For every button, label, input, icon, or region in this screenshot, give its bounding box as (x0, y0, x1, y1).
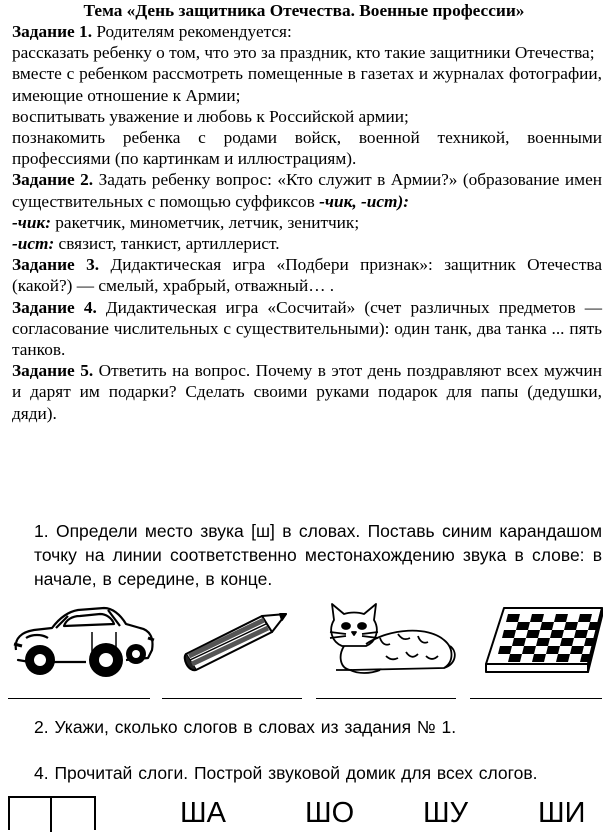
task-5: Задание 5. Ответить на вопрос. Почему в этот день поздравляют всех мужчин и дарят им подарки? Сделать своими руками подарок для папы (дедушки, дяди). (12, 361, 602, 423)
suffixes: -чик, -ист): (319, 191, 409, 211)
syllable: ШУ (423, 797, 469, 829)
cat-icon (310, 598, 460, 680)
task-1-intro: Задание 1. Родителям рекомендуется: (12, 22, 292, 41)
task-3: Задание 3. Дидактическая игра «Подбери признак»: защитник Отечества (какой?) — смелый, храбрый, отважный… . (12, 255, 602, 296)
task-5-label: Задание 5. (12, 361, 94, 381)
syllable: ШИ (538, 797, 586, 829)
syllable: ШО (305, 797, 355, 829)
task-2-ist: -ист: связист, танкист, артиллерист. (12, 234, 280, 254)
pencil-icon (180, 598, 292, 680)
task-2: Задание 2. Задать ребенку вопрос: «Кто служит в Армии?» (образование имен существительных с помощью суффиксов -чик, -ист): (12, 170, 602, 211)
task-4-label: Задание 4. (12, 297, 97, 317)
task-1-item: вместе с ребенком рассмотреть помещенные в газетах и журналах фотографии, имеющие отношение к Армии; (12, 64, 602, 105)
tasks-section (12, 21, 602, 424)
exercise-2: 2. Укажи, сколько слогов в словах из задания № 1. (34, 717, 457, 737)
answer-line[interactable] (162, 698, 302, 699)
task-4: Задание 4. Дидактическая игра «Сосчитай» (счет различных предметов — согласование числительных с существительными): один танк, два танка ... пять танков. (12, 297, 602, 360)
syllable: ША (180, 797, 226, 829)
exercise-1: 1. Определи место звука [ш] в словах. Поставь синим карандашом точку на линии соответственно местонахождению звука в слове: в начале, в середине, в конце. (34, 521, 602, 589)
task-3-label: Задание 3. (12, 255, 100, 275)
task-1-item: воспитывать уважение и любовь к Российской армии; (12, 106, 409, 126)
exercise-4: 4. Прочитай слоги. Построй звуковой домик для всех слогов. (34, 763, 538, 783)
task-1-label: Задание 1. (12, 22, 93, 41)
sound-house[interactable] (8, 796, 96, 830)
answer-line[interactable] (316, 698, 456, 699)
answer-line[interactable] (8, 698, 150, 699)
sound-house-divider (50, 798, 52, 832)
checkers-board-icon (484, 598, 604, 680)
task-1-item: рассказать ребенку о том, что это за праздник, кто такие защитники Отечества; (12, 43, 595, 63)
task-2-chik: -чик: ракетчик, минометчик, летчик, зенитчик; (12, 212, 360, 232)
car-icon (8, 598, 156, 680)
page-title: Тема «День защитника Отечества. Военные профессии» (83, 1, 525, 20)
answer-line[interactable] (470, 698, 602, 699)
task-2-label: Задание 2. (12, 170, 94, 190)
task-1-item: познакомить ребенка с родами войск, военной техникой, военными профессиями (по картинкам и иллюстрациям). (12, 128, 602, 169)
